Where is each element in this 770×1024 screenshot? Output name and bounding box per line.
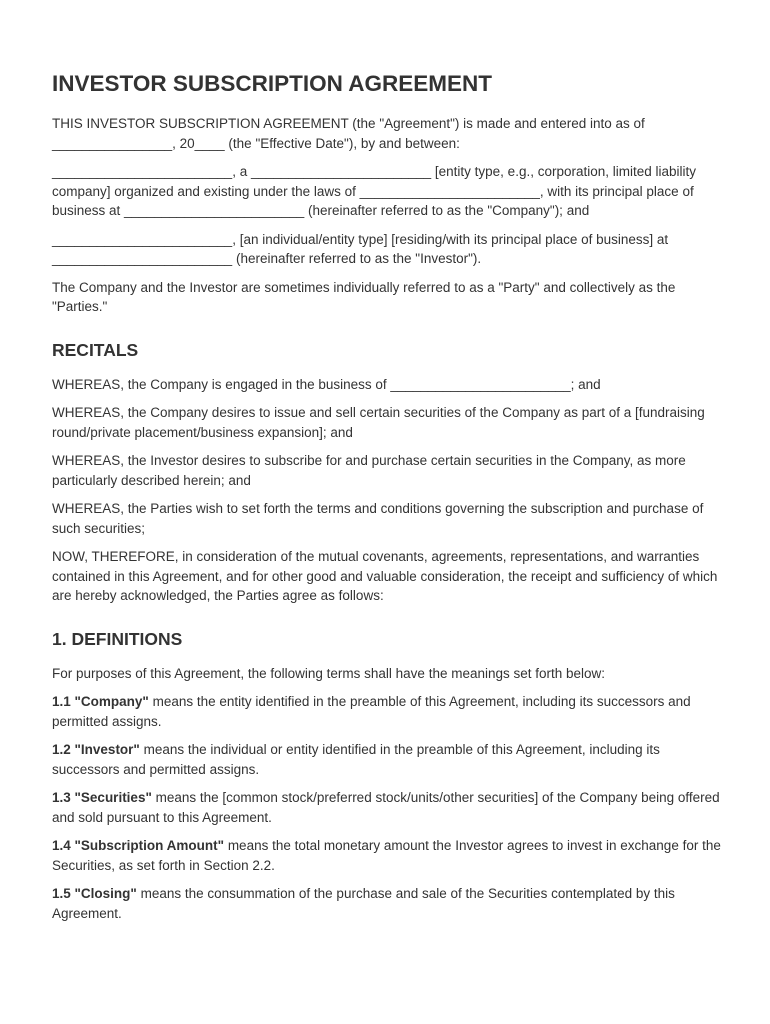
company-party-paragraph: ________________________, a ________________________ [entity type, e.g., corporation, limited liability company] organized and existing under the laws of ________________________, with its principal place of business at ________________________ (hereinafter referred to as the "Company"); and (52, 164, 697, 218)
recital-item: WHEREAS, the Company is engaged in the business of ________________________; and (52, 376, 601, 392)
investor-party-paragraph: ________________________, [an individual/entity type] [residing/with its principal place of business] at ________________________ (hereinafter referred to as the "Investor"). (52, 231, 669, 266)
definition-item-closing (52, 884, 722, 923)
definition-text: means the [common stock/preferred stock/units/other securities] of the Company being offered and sold pursuant to this Agreement. (52, 790, 720, 825)
definition-text: means the individual or entity identified in the preamble of this Agreement, including its successors and permitted assigns. (52, 742, 660, 777)
definition-term: 1.1 "Company" (52, 694, 149, 709)
definition-item-securities (52, 788, 722, 827)
recital-now-therefore: NOW, THEREFORE, in consideration of the mutual covenants, agreements, representations, and warranties contained in this Agreement, and for other good and valuable consideration, the receipt and sufficiency of which are hereby acknowledged, the Parties agree as follows: (52, 549, 718, 603)
recitals-heading: RECITALS (52, 339, 139, 360)
definition-term: 1.3 "Securities" (52, 790, 152, 805)
recital-item: WHEREAS, the Company desires to issue and sell certain securities of the Company as part of a [fundraising round/private placement/business expansion]; and (52, 405, 705, 440)
definition-term: 1.5 "Closing" (52, 886, 137, 901)
definition-text: means the consummation of the purchase and sale of the Securities contemplated by this Agreement. (52, 886, 675, 921)
definition-text: means the total monetary amount the Investor agrees to invest in exchange for the Securities, as set forth in Section 2.2. (52, 838, 721, 873)
preamble-paragraph: THIS INVESTOR SUBSCRIPTION AGREEMENT (the "Agreement") is made and entered into as of ________________, 20____ (the "Effective Date"), by and between: (52, 116, 645, 151)
document-title: INVESTOR SUBSCRIPTION AGREEMENT (52, 71, 493, 96)
recital-item: WHEREAS, the Parties wish to set forth the terms and conditions governing the subscription and purchase of such securities; (52, 501, 704, 536)
definitions-heading: 1. DEFINITIONS (52, 628, 183, 649)
definition-item-subscription-amount (52, 836, 722, 875)
definition-item-investor (52, 740, 722, 779)
definition-item-company (52, 692, 722, 731)
definition-term: 1.4 "Subscription Amount" (52, 838, 225, 853)
definition-term: 1.2 "Investor" (52, 742, 140, 757)
definition-text: means the entity identified in the preamble of this Agreement, including its successors and permitted assigns. (52, 694, 691, 729)
definitions-intro: For purposes of this Agreement, the following terms shall have the meanings set forth below: (52, 665, 606, 681)
parties-note-paragraph: The Company and the Investor are sometimes individually referred to as a "Party" and collectively as the "Parties." (52, 279, 676, 314)
recital-item: WHEREAS, the Investor desires to subscribe for and purchase certain securities in the Company, as more particularly described herein; and (52, 453, 686, 488)
